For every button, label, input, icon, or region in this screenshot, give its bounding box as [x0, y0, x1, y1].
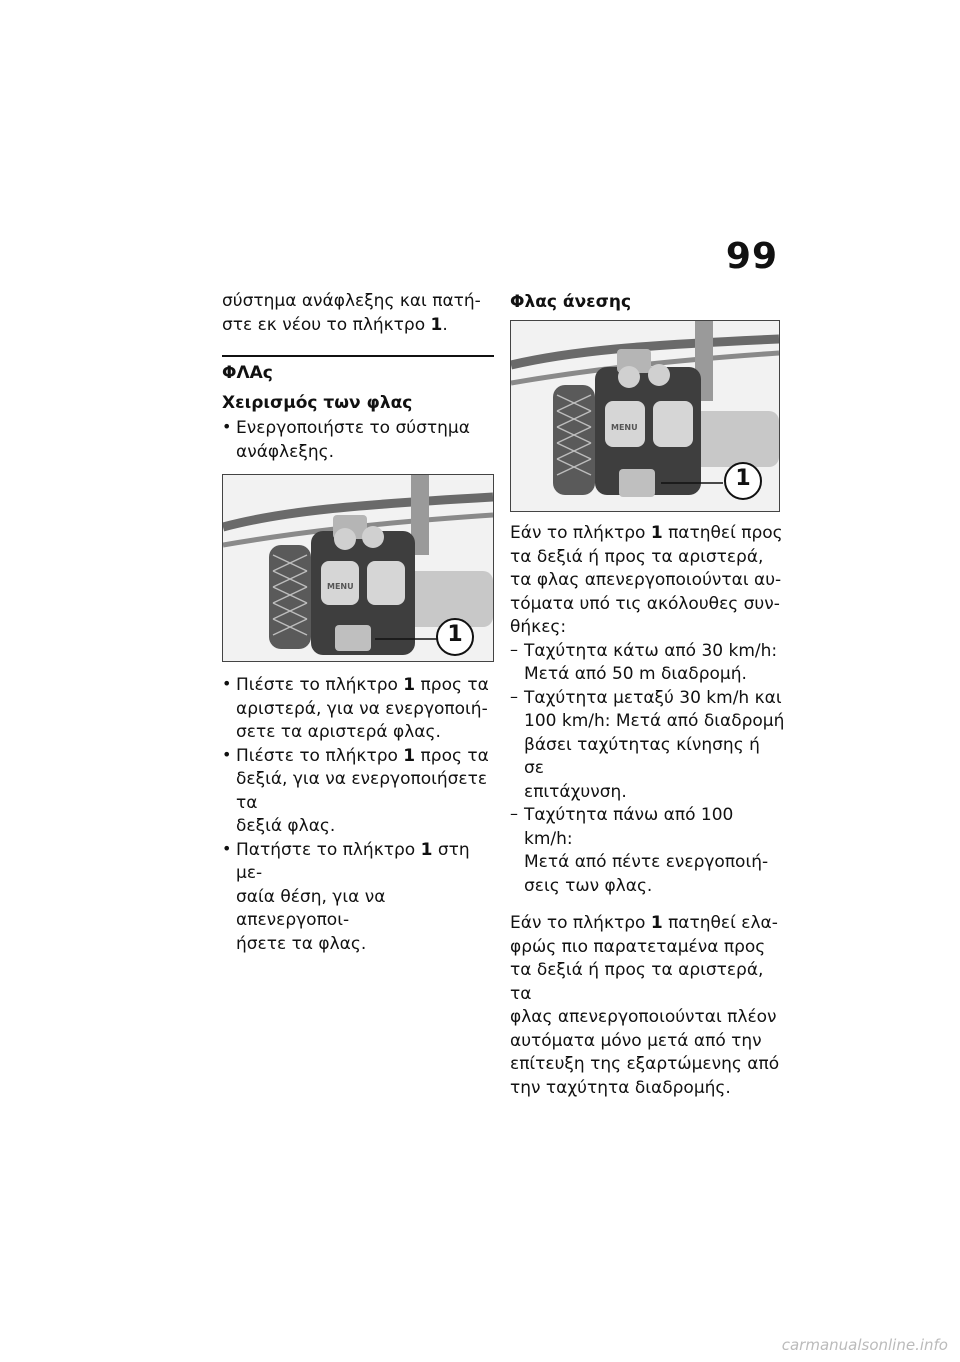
list-item: • Πατήστε το πλήκτρο 1 στη με- σαία θέση, για να απενεργοποι- ήσετε τα φλας.	[222, 838, 470, 954]
dash-marker: –	[510, 639, 518, 659]
callout-label: 1	[735, 466, 751, 491]
list-item: – Ταχύτητα μεταξύ 30 km/h και 100 km/h: Μετά από διαδρομή βάσει ταχύτητας κίνησης ή σε επιτάχυνση.	[510, 686, 785, 802]
dash-marker: –	[510, 804, 518, 823]
left-column	[222, 290, 497, 956]
bullet-dot: •	[222, 838, 232, 858]
watermark-footer: carmanualsonline.info	[781, 1336, 948, 1354]
section-rule	[222, 355, 494, 357]
bullet-dot: •	[222, 417, 232, 436]
callout-label: 1	[447, 622, 463, 647]
section-title-comfort: Φλας άνεσης	[510, 292, 632, 312]
page-number: 99	[725, 236, 778, 277]
intro-line-1: σύστημα ανάφλεξης και πατή-	[222, 291, 481, 311]
intro-line-2: στε εκ νέου το πλήκτρο 1.	[222, 314, 448, 335]
list-item: • Πιέστε το πλήκτρο 1 προς τα αριστερά, για να ενεργοποιή- σετε τα αριστερά φλας.	[222, 674, 489, 742]
list-item: – Ταχύτητα κάτω από 30 km/h: Μετά από 50 m διαδρομή.	[510, 639, 778, 684]
dash-marker: –	[510, 686, 518, 706]
list-item: • Ενεργοποιήστε το σύστημα ανάφλεξης.	[222, 417, 470, 462]
menu-button-label: MENU	[611, 423, 638, 432]
right-column: Φλας άνεσης MENU 1 Εάν το πλήκτρο 1 πατηθεί προς τα δεξιά ή προς τα αριστερά, τα φλας απενεργοποιούνται αυ- τόματα υπό τις ακόλουθες συν- θήκες: – Ταχύτητα κάτω από 30 km/h: Μετά από 50 m διαδρομή. – Ταχύτητα μεταξύ 30 km/h και 100 km/h: Μετά από διαδρομή βάσει ταχύτητας κίνησης ή σε επιτάχυνση. – Ταχύτητα πάνω από 100 km/h: Μετά από πέντε ενεργοποιή- σεις των φλας. Εάν το πλήκτρο 1 πατηθεί ελα- φρώς πιο παρατεταμένα προς τα δεξιά ή προς τα αριστερά, τα φλας απενεργοποιούνται πλέον αυτόματα μόνο μετά από την επίτευξη της εξαρτώμενης από την ταχύτητα διαδρομής.	[510, 292, 785, 1098]
bullet-dot: •	[222, 744, 232, 764]
handlebar-switch-figure-left	[222, 474, 494, 662]
section-title: ΦΛΑς	[222, 363, 273, 383]
para2-line-1: Εάν το πλήκτρο 1 πατηθεί ελα-	[510, 913, 778, 933]
list-item: – Ταχύτητα πάνω από 100 km/h: Μετά από πέντε ενεργοποιή- σεις των φλας.	[510, 804, 769, 896]
para1-line-1: Εάν το πλήκτρο 1 πατηθεί προς	[510, 523, 783, 543]
list-item: • Πιέστε το πλήκτρο 1 προς τα δεξιά, για να ενεργοποιήσετε τα δεξιά φλας.	[222, 744, 489, 836]
menu-button-label: MENU	[327, 582, 354, 591]
bullet-dot: •	[222, 674, 232, 693]
subsection-title: Χειρισμός των φλας	[222, 393, 413, 413]
handlebar-switch-figure-right	[510, 320, 780, 512]
